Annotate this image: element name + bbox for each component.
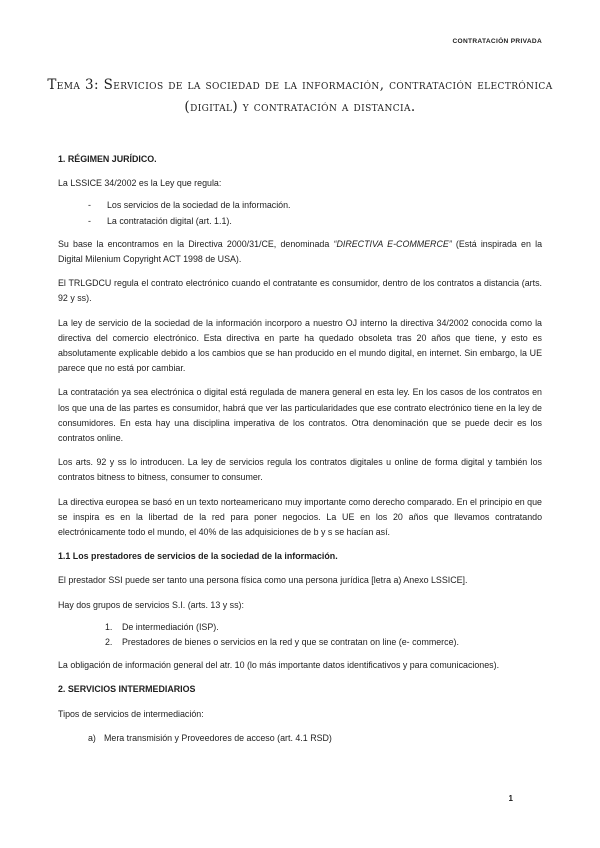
list-marker: a) bbox=[88, 732, 96, 743]
document-body bbox=[58, 152, 542, 754]
paragraph-contratacion: La contratación ya sea electrónica o digital está regulada de manera general en esta ley. En los casos de los contratos en los que una de las partes es consumidor, habrá que ver las particularidades que ese contrato electrónico tiene en la ley de consumidores. En esta hay una disciplina imperativa de los contratos. Otra denominación que se puede decir es los contratos online. bbox=[58, 387, 542, 444]
list-item-text: Mera transmisión y Proveedores de acceso (art. 4.1 RSD) bbox=[104, 732, 332, 743]
page-number: 1 bbox=[508, 794, 513, 803]
list-item bbox=[58, 731, 542, 746]
paragraph-ley: La ley de servicio de la sociedad de la información incorporo a nuestro OJ interno la directiva 34/2002 conocida como la directiva del comercio electrónico. Esta directiva en parte ha quedado obsoleta tras 20 años que tiene, y esto es absolutamente explicable debido a los cambios que se han producido en el mundo digital, en internet. Sin embargo, la UE parece que no está por cambiar. bbox=[58, 317, 542, 374]
list-item-text: De intermediación (ISP). bbox=[122, 621, 219, 632]
section-heading-regimen: 1. RÉGIMEN JURÍDICO. bbox=[58, 154, 157, 164]
list-item bbox=[58, 620, 542, 635]
list-marker: 2. bbox=[105, 637, 113, 648]
paragraph-grupos: Hay dos grupos de servicios S.I. (arts. 13 y ss): bbox=[58, 599, 244, 610]
directiva-name: “DIRECTIVA E-COMMERCE” bbox=[333, 238, 452, 249]
paragraph-trlgdcu: El TRLGDCU regula el contrato electrónico cuando el contratante es consumidor, dentro de los contratos a distancia (arts. 92 y ss). bbox=[58, 278, 542, 304]
paragraph-directiva: La directiva europea se basó en un texto norteamericano muy importante como derecho comparado. En el principio en que se inspira es en la libertad de la red para poner negocios. La UE en los 20 años que llevamos contratando electrónicamente todo el mundo, el 40% de las adquisiciones de b y s se hacían así. bbox=[58, 496, 542, 538]
grupos-list bbox=[58, 620, 542, 650]
paragraph-obligacion: La obligación de información general del atr. 10 (lo más importante datos identificativos y para comunicaciones). bbox=[58, 660, 500, 671]
paragraph-arts: Los arts. 92 y ss lo introducen. La ley de servicios regula los contratos digitales u online de forma digital y también los contratos bitness to bitness, consumer to consumer. bbox=[58, 457, 542, 483]
lssice-list bbox=[88, 198, 542, 228]
base-text-end: (Está inspirada en la Digital Milenium Copyright ACT 1998 de USA). bbox=[58, 238, 543, 265]
paragraph-tipos: Tipos de servicios de intermediación: bbox=[58, 708, 204, 719]
document-title: Tema 3: Servicios de la sociedad de la información, contratación electrónica (digital) y contratación a distancia. bbox=[47, 77, 553, 115]
base-text-start: Su base la encontramos en la Directiva 2000/31/CE, denominada bbox=[58, 238, 334, 249]
list-marker: 1. bbox=[105, 621, 113, 632]
list-item: - La contratación digital (art. 1.1). bbox=[88, 214, 542, 229]
paragraph-base bbox=[58, 237, 542, 267]
running-header: CONTRATACIÓN PRIVADA bbox=[452, 38, 542, 45]
section-heading-prestadores: 1.1 Los prestadores de servicios de la sociedad de la información. bbox=[58, 551, 338, 562]
section-heading-intermediarios: 2. SERVICIOS INTERMEDIARIOS bbox=[58, 684, 196, 695]
list-item-text: Prestadores de bienes o servicios en la red y que se contratan on line (e- commerce). bbox=[122, 637, 459, 648]
paragraph-lssice: La LSSICE 34/2002 es la Ley que regula: bbox=[58, 178, 222, 189]
list-item bbox=[58, 635, 542, 650]
list-item: - Los servicios de la sociedad de la información. bbox=[88, 198, 542, 213]
paragraph-prestador: El prestador SSI puede ser tanto una persona física como una persona jurídica [letra a) Anexo LSSICE]. bbox=[58, 575, 468, 586]
